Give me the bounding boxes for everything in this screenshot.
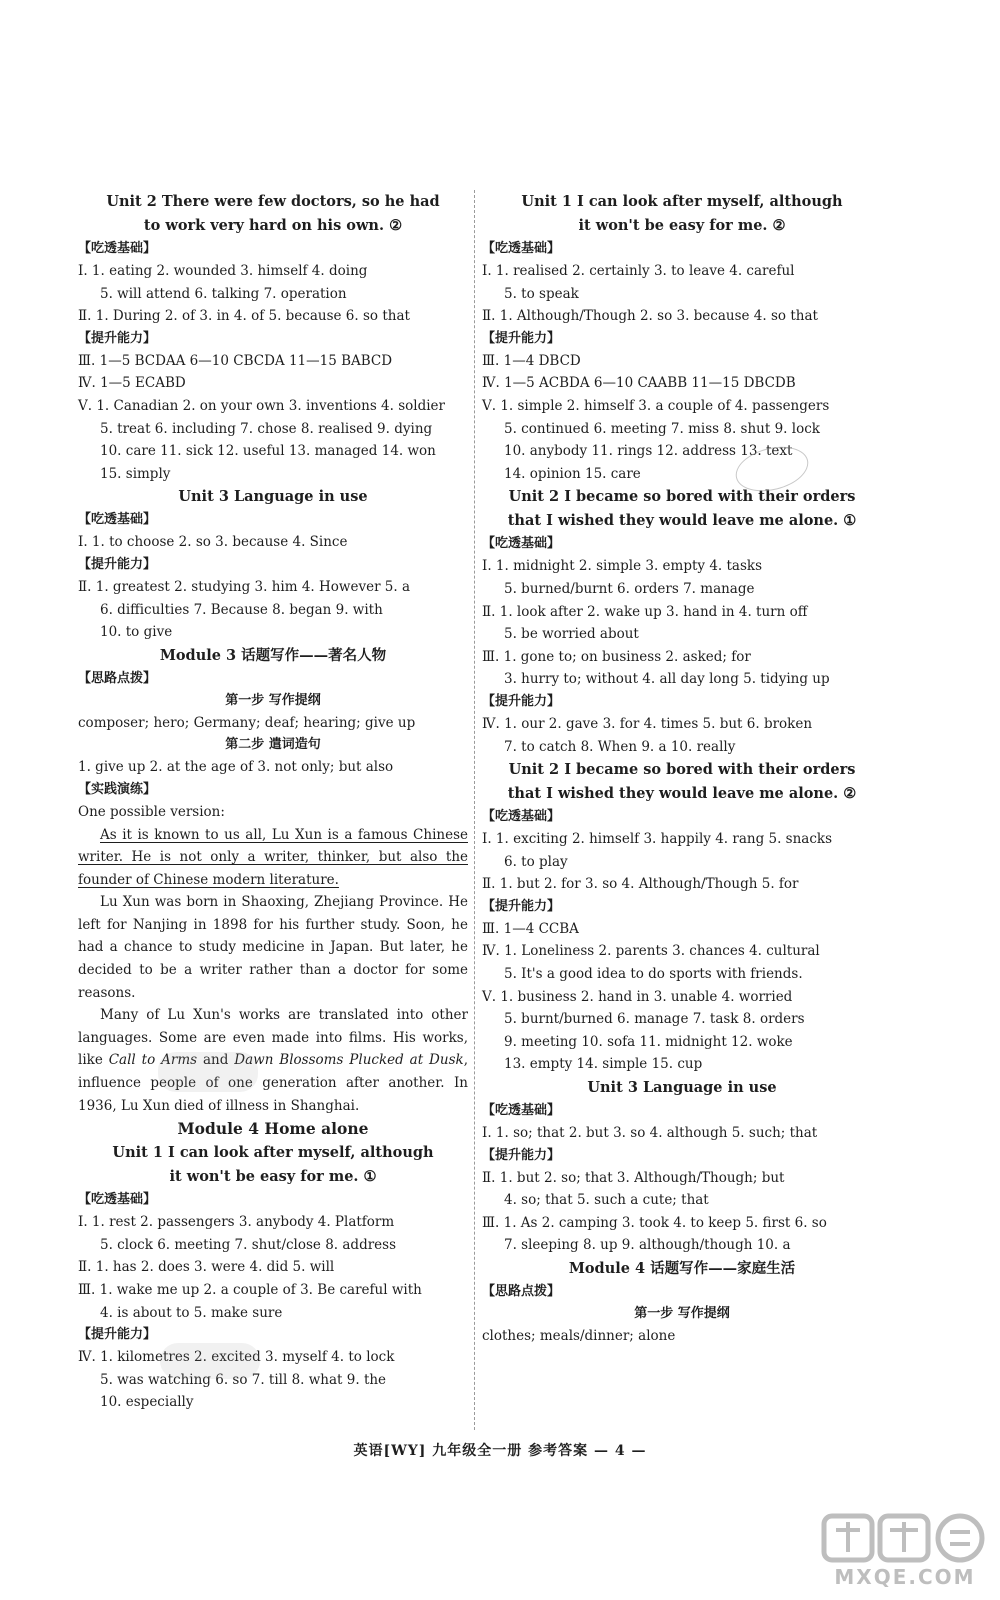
answer-line: Ⅴ. 1. business 2. hand in 3. unable 4. worried — [482, 988, 793, 1005]
essay-text: and — [197, 1052, 235, 1069]
answer-line: Ⅳ. 1. Loneliness 2. parents 3. chances 4. cultural — [482, 943, 820, 960]
unit-title: Unit 3 Language in use — [178, 488, 368, 506]
section-label: 【思路点拨】 — [482, 1284, 561, 1299]
answer-line: 4. so; that 5. such a cute; that — [504, 1192, 709, 1209]
book-title: Call to Arms — [108, 1052, 198, 1069]
watermark-icon — [158, 1052, 258, 1092]
right-column — [482, 190, 882, 1348]
section-label: 【吃透基础】 — [482, 241, 561, 256]
answer-line: 7. to catch 8. When 9. a 10. really — [504, 738, 736, 755]
essay-text: , influence people of one generation after another. In 1936, Lu Xun died of illness in Shanghai. — [78, 1052, 468, 1114]
unit-title: to work very hard on his own. ② — [143, 217, 403, 234]
essay-paragraph: Lu Xun was born in Shaoxing, Zhejiang Province. He left for Nanjing in 1898 for his further study. Soon, he had a chance to study medicine in Japan. But later, he decided to be a writer rather than a doctor for some reasons. — [78, 894, 468, 1001]
answer-line: Ⅱ. 1. has 2. does 3. were 4. did 5. will — [78, 1259, 335, 1276]
answer-line: Ⅳ. 1. our 2. gave 3. for 4. times 5. but 6. broken — [482, 715, 813, 732]
left-column — [78, 190, 468, 1414]
column-divider — [474, 190, 475, 1430]
answer-line: Ⅰ. 1. rest 2. passengers 3. anybody 4. Platform — [78, 1214, 395, 1231]
answer-line: Ⅰ. 1. eating 2. wounded 3. himself 4. doing — [78, 263, 368, 279]
answer-site-logo-icon — [820, 1512, 990, 1592]
unit-title: Unit 2 I became so bored with their orders — [508, 761, 856, 779]
section-label: 【实践演练】 — [78, 781, 157, 797]
section-label: 【提升能力】 — [78, 556, 157, 572]
module-writing-title: Module 3 话题写作——著名人物 — [159, 646, 387, 664]
unit-title: Unit 3 Language in use — [587, 1079, 777, 1097]
answer-line: 15. simply — [100, 465, 171, 482]
section-label: 【提升能力】 — [482, 1147, 561, 1163]
unit-title: it won't be easy for me. ② — [578, 217, 786, 234]
answer-line: Ⅰ. 1. exciting 2. himself 3. happily 4. rang 5. snacks — [482, 831, 833, 848]
answer-line: Ⅳ. 1—5 ACBDA 6—10 CAABB 11—15 DBCDB — [482, 375, 796, 392]
unit-title: Unit 2 I became so bored with their orders — [508, 488, 856, 506]
section-label: 【吃透基础】 — [78, 512, 157, 528]
answer-line: Ⅰ. 1. midnight 2. simple 3. empty 4. tasks — [482, 558, 762, 575]
answer-line: Ⅲ. 1. gone to; on business 2. asked; for — [482, 648, 751, 665]
section-label: 【提升能力】 — [482, 693, 561, 709]
answer-line: 13. empty 14. simple 15. cup — [504, 1056, 703, 1073]
section-label: 【提升能力】 — [78, 1327, 157, 1343]
unit-title: Unit 1 I can look after myself, although — [112, 1144, 434, 1162]
answer-line: 5. burnt/burned 6. manage 7. task 8. orders — [504, 1011, 805, 1028]
watermark-icon — [160, 1343, 260, 1379]
module-title: Module 4 Home alone — [177, 1119, 369, 1139]
answer-line: 5. will attend 6. talking 7. operation — [100, 285, 347, 302]
section-label: 【吃透基础】 — [482, 809, 561, 825]
essay-text: Many of Lu Xun's works are translated into other languages. Some are even made into films. His works, like — [78, 1007, 468, 1069]
step-title: 第一步 写作提纲 — [634, 1306, 730, 1321]
section-label: 【提升能力】 — [78, 330, 157, 346]
section-label: 【吃透基础】 — [78, 241, 157, 256]
answer-line: Ⅲ. 1—4 DBCD — [482, 352, 581, 369]
answer-line: Ⅴ. 1. Canadian 2. on your own 3. inventions 4. soldier — [78, 397, 445, 414]
answer-line: Ⅱ. 1. greatest 2. studying 3. him 4. However 5. a — [78, 578, 411, 595]
answer-line: 5. continued 6. meeting 7. miss 8. shut 9. lock — [504, 420, 820, 437]
book-title: Dawn Blossoms Plucked at Dusk — [234, 1052, 464, 1069]
answer-line: 10. care 11. sick 12. useful 13. managed 14. won — [100, 443, 436, 460]
answer-line: 5. to speak — [504, 285, 579, 302]
unit-title: Unit 1 I can look after myself, although — [521, 193, 843, 210]
answer-line: 1. give up 2. at the age of 3. not only; but also — [78, 759, 394, 776]
answer-line: 9. meeting 10. sofa 11. midnight 12. woke — [504, 1033, 793, 1050]
answer-line: Ⅳ. 1—5 ECABD — [78, 375, 186, 392]
section-label: 【吃透基础】 — [482, 536, 561, 552]
answer-line: Ⅱ. 1. look after 2. wake up 3. hand in 4. turn off — [482, 603, 808, 620]
essay-paragraph — [78, 1004, 468, 1117]
answer-line: Ⅱ. 1. During 2. of 3. in 4. of 5. because 6. so that — [78, 308, 410, 325]
answer-line: clothes; meals/dinner; alone — [482, 1328, 676, 1344]
answer-line: 5. was watching 6. so 7. till 8. what 9. the — [100, 1371, 387, 1388]
answer-line: Ⅲ. 1—4 CCBA — [482, 920, 579, 937]
answer-line: 5. clock 6. meeting 7. shut/close 8. address — [100, 1236, 397, 1253]
answer-line: Ⅱ. 1. but 2. for 3. so 4. Although/Though 5. for — [482, 876, 799, 893]
essay-paragraph: As it is known to us all, Lu Xun is a famous Chinese writer. He is not only a writer, thinker, but also the founder of Chinese modern literature. — [78, 826, 468, 888]
unit-title: that I wished they would leave me alone. ① — [507, 512, 857, 530]
answer-line: 5. treat 6. including 7. chose 8. realised 9. dying — [100, 420, 433, 437]
answer-line: 10. especially — [100, 1394, 194, 1411]
answer-line: Ⅰ. 1. realised 2. certainly 3. to leave 4. careful — [482, 263, 795, 279]
answer-line: 4. is about to 5. make sure — [100, 1304, 283, 1321]
answer-line: Ⅰ. 1. to choose 2. so 3. because 4. Since — [78, 534, 348, 551]
unit-title: that I wished they would leave me alone. ② — [507, 785, 857, 803]
answer-line: 5. burned/burnt 6. orders 7. manage — [504, 580, 755, 597]
section-label: 【吃透基础】 — [482, 1103, 561, 1119]
answer-line: Ⅲ. 1—5 BCDAA 6—10 CBCDA 11—15 BABCD — [78, 352, 393, 369]
unit-title: Unit 2 There were few doctors, so he had — [106, 193, 440, 210]
section-label: 【提升能力】 — [482, 898, 561, 914]
version-label: One possible version: — [78, 803, 225, 820]
unit-title: it won't be easy for me. ① — [169, 1168, 377, 1186]
answer-line: Ⅲ. 1. wake me up 2. a couple of 3. Be careful with — [78, 1282, 422, 1298]
answer-line: 6. to play — [504, 853, 568, 870]
answer-line: 14. opinion 15. care — [504, 465, 641, 482]
step-title: 第一步 写作提纲 — [225, 692, 321, 708]
answer-line: 10. anybody 11. rings 12. address 13. text — [504, 443, 793, 460]
answer-line: 10. to give — [100, 624, 173, 641]
answer-line: 6. difficulties 7. Because 8. began 9. with — [100, 601, 383, 618]
answer-line: composer; hero; Germany; deaf; hearing; give up — [78, 714, 416, 731]
answer-line: Ⅰ. 1. so; that 2. but 3. so 4. although 5. such; that — [482, 1125, 818, 1142]
answer-line: Ⅱ. 1. Although/Though 2. so 3. because 4. so that — [482, 308, 818, 325]
answer-line: Ⅳ. 1. kilometres 2. excited 3. myself 4. to lock — [78, 1349, 395, 1366]
step-title: 第二步 遣词造句 — [225, 737, 321, 753]
page-footer: 英语[WY] 九年级全一册 参考答案 — 4 — — [353, 1443, 647, 1459]
section-label: 【思路点拨】 — [78, 670, 157, 686]
answer-line: 5. be worried about — [504, 626, 639, 643]
svg-text:MXQE.COM: MXQE.COM — [834, 1565, 976, 1589]
answer-line: 7. sleeping 8. up 9. although/though 10. a — [504, 1237, 791, 1254]
answer-line: Ⅲ. 1. As 2. camping 3. took 4. to keep 5. first 6. so — [482, 1214, 827, 1231]
module-writing-title: Module 4 话题写作——家庭生活 — [568, 1260, 796, 1277]
answer-line: 3. hurry to; without 4. all day long 5. tidying up — [504, 671, 830, 688]
section-label: 【提升能力】 — [482, 330, 561, 346]
answer-line: Ⅴ. 1. simple 2. himself 3. a couple of 4. passengers — [482, 397, 830, 414]
section-label: 【吃透基础】 — [78, 1192, 157, 1208]
answer-line: 5. It's a good idea to do sports with friends. — [504, 966, 803, 983]
answer-line: Ⅱ. 1. but 2. so; that 3. Although/Though; but — [482, 1169, 785, 1186]
